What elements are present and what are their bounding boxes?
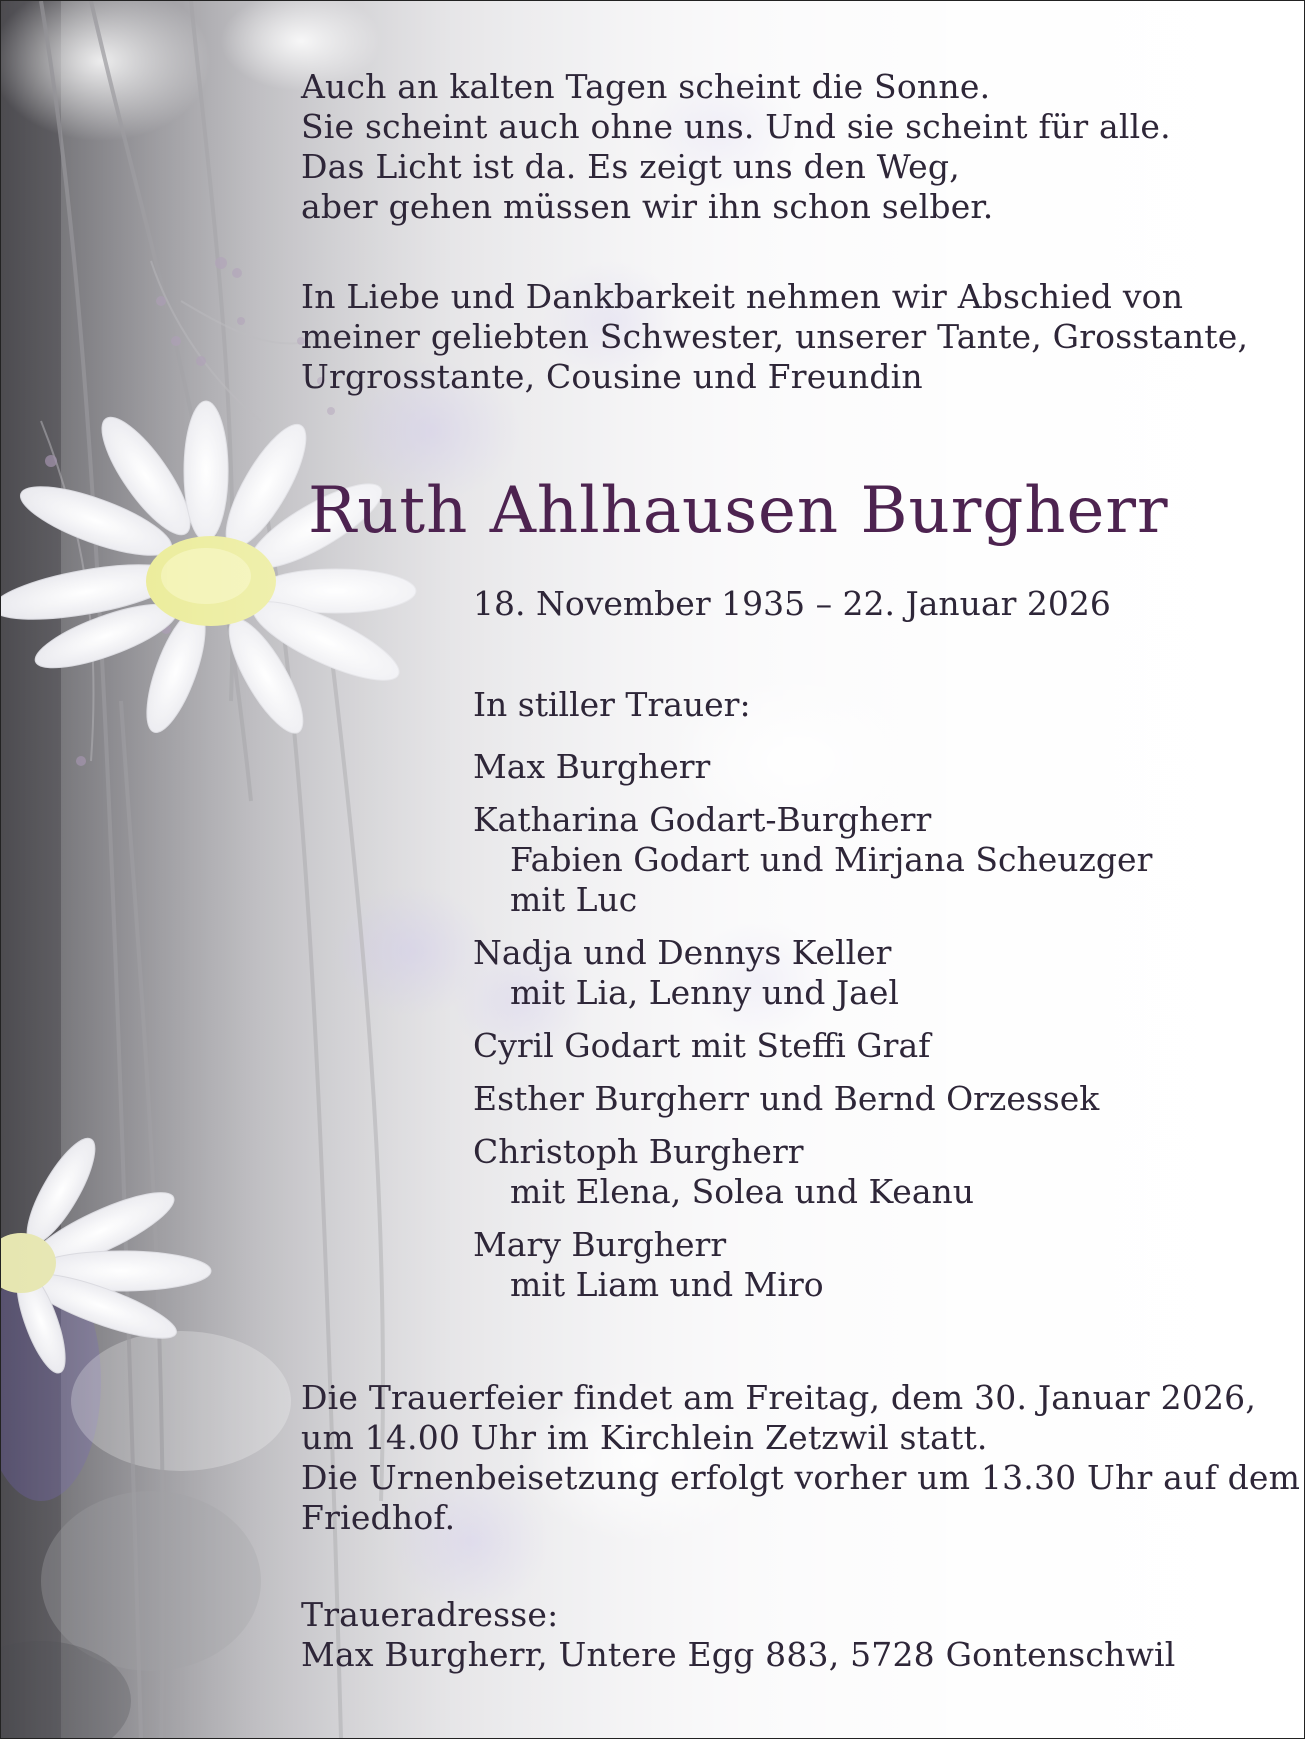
obituary-text (1, 1, 1304, 1738)
ceremony-line: Friedhof. (301, 1498, 456, 1537)
poem (301, 67, 1171, 227)
ceremony-line: Die Urnenbeisetzung erfolgt vorher um 13.30 Uhr auf dem (301, 1458, 1301, 1497)
poem-line: Auch an kalten Tagen scheint die Sonne. (301, 67, 991, 106)
mourner-name: Christoph Burgherr (473, 1132, 804, 1171)
mourner-group (473, 800, 1152, 920)
mourner-sub: mit Elena, Solea und Keanu (510, 1172, 974, 1211)
ceremony-info (301, 1378, 1300, 1538)
life-dates: 18. November 1935 – 22. Januar 2026 (473, 584, 1111, 623)
mourner-name: Mary Burgherr (473, 1225, 727, 1264)
intro-line: Urgrosstante, Cousine und Freundin (301, 357, 923, 396)
mourner-name: Cyril Godart mit Steffi Graf (473, 1026, 931, 1065)
mourner-name: Katharina Godart-Burgherr (473, 800, 932, 839)
mourner-group (473, 1132, 1152, 1212)
intro-line: In Liebe und Dankbarkeit nehmen wir Abschied von (301, 277, 1184, 316)
ceremony-line: Die Trauerfeier findet am Freitag, dem 30. Januar 2026, (301, 1378, 1257, 1417)
mourner-group (473, 747, 1152, 787)
mourning-address (301, 1595, 1176, 1675)
intro-line: meiner geliebten Schwester, unserer Tante, Grosstante, (301, 317, 1249, 356)
ceremony-line: um 14.00 Uhr im Kirchlein Zetzwil statt. (301, 1418, 988, 1457)
mourners-heading: In stiller Trauer: (473, 685, 751, 724)
mourner-group (473, 1079, 1152, 1119)
deceased-name: Ruth Ahlhausen Burgherr (308, 474, 1169, 548)
mourners-list (473, 685, 1152, 1318)
mourner-sub: mit Luc (510, 880, 638, 919)
address-label: Traueradresse: (301, 1595, 559, 1634)
mourner-group (473, 1225, 1152, 1305)
mourner-group (473, 933, 1152, 1013)
mourner-sub: mit Liam und Miro (510, 1265, 824, 1304)
mourner-name: Max Burgherr (473, 747, 711, 786)
mourner-sub: mit Lia, Lenny und Jael (510, 973, 899, 1012)
poem-line: Sie scheint auch ohne uns. Und sie scheint für alle. (301, 107, 1171, 146)
poem-line: Das Licht ist da. Es zeigt uns den Weg, (301, 147, 960, 186)
mourner-group (473, 1026, 1152, 1066)
mourner-name: Esther Burgherr und Bernd Orzessek (473, 1079, 1100, 1118)
mourner-sub: Fabien Godart und Mirjana Scheuzger (510, 840, 1153, 879)
address-line: Max Burgherr, Untere Egg 883, 5728 Gontenschwil (301, 1635, 1176, 1674)
poem-line: aber gehen müssen wir ihn schon selber. (301, 187, 994, 226)
mourner-name: Nadja und Dennys Keller (473, 933, 892, 972)
farewell-intro (301, 277, 1248, 397)
